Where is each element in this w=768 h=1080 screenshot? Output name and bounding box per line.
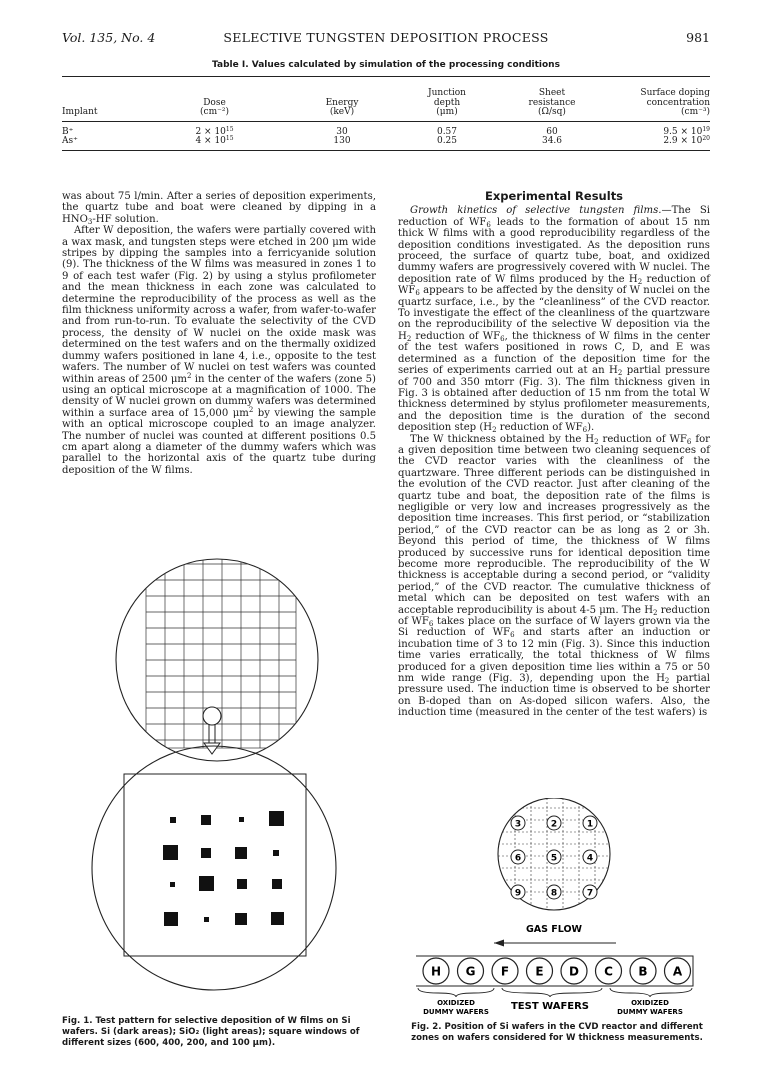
right-column-text: [398, 191, 710, 719]
figure-1-caption: Fig. 1. Test pattern for selective deposition of W films on Si wafers. Si (dark areas); SiO₂ (light areas); square windows of different sizes (600, 400, 200, and 100 μm).: [62, 1016, 360, 1048]
table-caption: Table I. Values calculated by simulation of the processing conditions: [212, 60, 560, 70]
th-junction-depth: Junction depth (μm): [428, 88, 466, 117]
zone-label: 9: [514, 888, 522, 899]
zone-marker-6: [511, 850, 525, 864]
wafer-position-A: [665, 958, 691, 984]
cell-energy: 130: [333, 136, 351, 146]
th-dose: Dose (cm⁻²): [200, 97, 229, 117]
center-group-label: TEST WAFERS: [510, 1001, 590, 1012]
zone-label: 5: [550, 853, 558, 864]
th-implant: Implant: [62, 107, 98, 117]
wafer-position-G: [458, 958, 484, 984]
section-heading: Experimental Results: [484, 189, 624, 203]
simulation-table: [62, 76, 710, 151]
wafer-position-label: C: [604, 964, 613, 979]
right-group-brace: [610, 988, 692, 997]
wafer-position-B: [630, 958, 656, 984]
zone-marker-7: [583, 885, 597, 899]
wafer-position-D: [561, 958, 587, 984]
cell-depth: 0.57: [436, 126, 458, 137]
wafer-position-label: H: [430, 964, 442, 979]
left-group-label-line1: OXIDIZED: [437, 999, 475, 1007]
wafer-position-label: B: [638, 964, 648, 979]
right-group-label-line1: OXIDIZED: [631, 999, 669, 1007]
wafer-position-C: [596, 958, 622, 984]
cell-concentration: $9.5 \times 10^{19}$: [663, 125, 710, 137]
cell-resistance: 60: [546, 126, 558, 137]
zone-label: 3: [514, 819, 522, 830]
zone-label: 4: [586, 853, 594, 864]
cell-depth: 0.25: [436, 136, 458, 146]
wafer-position-label: F: [500, 964, 510, 979]
magnified-region-marker: [203, 707, 221, 725]
figure-2-caption: Fig. 2. Position of Si wafers in the CVD reactor and different zones on wafers considered for W thickness measurements.: [411, 1022, 703, 1043]
figure-2-reactor-diagram: [398, 798, 710, 1026]
gas-flow-label: GAS FLOW: [525, 924, 583, 935]
body-paragraph: The W thickness obtained by the $H_2$ reduction of $WF_6$ for a given deposition time between two cleaning sequences of the CVD reactor varies with the cleanliness of the quartzware. Three different periods can be distinguished in the evolution of the CVD reactor. Just after cleaning of the quartz tube and boat, the deposition rate of the films is negligible or very low and increases progressively as the deposition time increases. This first period, or “stabilization period,” of the CVD reactor can be as long as 2 or 3h. Beyond this period of time, the thickness of W films produced by successive runs for identical deposition time become more reproducible. The reproducibility of the W thickness is acceptable during a second period, or “validity period,” of the CVD reactor. The cumulative thickness of metal which can be deposited on test wafers with an acceptable reproducibility is about 4-5 μm. The $H_2$ reduction of $WF_6$ takes place on the surface of W layers grown via the Si reduction of $WF_6$ and starts after an induction or incubation time of 3 to 12 min (Fig. 3). Since this induction time varies erratically, the total thickness of W films produced for a given deposition time lies within a 75 or 50 nm wide range (Fig. 3), depending upon the $H_2$ partial pressure used. The induction time is observed to be shorter on B-doped than on As-doped silicon wafers. Also, the induction time (measured in the center of the test wafers) is: [398, 433, 710, 719]
table-row: [62, 137, 710, 150]
running-title: SELECTIVE TUNGSTEN DEPOSITION PROCESS: [223, 30, 549, 45]
th-energy: Energy (keV): [325, 97, 359, 117]
page-number: 981: [686, 30, 710, 45]
wafer-position-E: [527, 958, 553, 984]
zone-marker-4: [583, 850, 597, 864]
zone-label: 2: [550, 819, 558, 830]
table-row: [62, 121, 710, 137]
cell-dose: $4 \times 10^{15}$: [195, 135, 234, 146]
zone-label: 6: [514, 853, 522, 864]
zone-marker-8: [547, 885, 561, 899]
wafer-position-H: [423, 958, 449, 984]
right-group-label-line2: DUMMY WAFERS: [617, 1008, 683, 1016]
magnify-arrow-icon: [204, 725, 220, 754]
magnified-pattern-diagram: [92, 746, 336, 990]
table-header-row: [62, 77, 710, 122]
zone-marker-9: [511, 885, 525, 899]
journal-volume: Vol. 135, No. 4: [62, 30, 156, 45]
wafer-position-label: D: [569, 964, 579, 979]
zone-marker-5: [547, 850, 561, 864]
cell-implant: B⁺: [62, 126, 74, 137]
wafer-position-label: G: [465, 964, 476, 979]
gas-flow-arrow-icon: [494, 940, 616, 947]
body-paragraph: was about 75 l/min. After a series of deposition experiments, the quartz tube and boat were cleaned by dipping in a $HNO_3-HF$ solution.: [62, 191, 376, 226]
zone-marker-3: [511, 816, 525, 830]
center-group-brace: [502, 988, 602, 997]
left-column-text: [62, 191, 376, 476]
th-sheet-resistance: Sheet resistance (Ω/sq): [528, 88, 576, 117]
zone-label: 8: [550, 888, 558, 899]
left-group-label-line2: DUMMY WAFERS: [423, 1008, 489, 1016]
left-group-brace: [418, 988, 494, 997]
zone-label: 1: [586, 819, 594, 830]
cell-resistance: 34.6: [541, 136, 563, 146]
zone-label: 7: [586, 888, 594, 899]
wafer-grid-diagram: [116, 548, 318, 761]
figure-1-test-pattern: [62, 548, 376, 1010]
cell-energy: 30: [336, 126, 348, 137]
zone-marker-1: [583, 816, 597, 830]
cell-dose: $2 \times 10^{15}$: [195, 125, 234, 137]
body-paragraph: After W deposition, the wafers were partially covered with a wax mask, and tungsten steps were etched in 200 μm wide stripes by dipping the samples into a ferricyanide solution (9). The thickness of the W films was measured in zones 1 to 9 of each test wafer (Fig. 2) by using a stylus profilometer and the mean thickness in each zone was calculated to determine the reproducibility of the process as well as the film thickness uniformity across a wafer, from wafer-to-wafer and from run-to-run. To evaluate the selectivity of the CVD process, the density of W nuclei on the oxide mask was determined on the test wafers and on the thermally oxidized dummy wafers positioned in lane 4, i.e., opposite to the test wafers. The number of W nuclei on test wafers was counted within areas of 2500 $\mu m^2$ in the center of the wafers (zone 5) using an optical microscope at a magnification of 1000. The density of W nuclei grown on dummy wafers was determined within a surface area of 15,000 $\mu m^2$ by viewing the sample with an optical microscope coupled to an image analyzer. The number of nuclei was counted at different positions 0.5 cm apart along a diameter of the dummy wafers which was parallel to the horizontal axis of the quartz tube during deposition of the W films.: [62, 225, 376, 476]
cell-concentration: $2.9 \times 10^{20}$: [663, 135, 710, 146]
zone-marker-2: [547, 816, 561, 830]
wafer-position-label: A: [672, 964, 683, 979]
body-paragraph: Growth kinetics of selective tungsten films.—The Si reduction of $WF_6$ leads to the formation of about 15 nm thick W films with a good reproducibility regardless of the deposition conditions investigated. As the deposition runs proceed, the surface of quartz tube, boat, and oxidized dummy wafers are progressively covered with W nuclei. The deposition rate of W films produced by the $H_2$ reduction of $WF_6$ appears to be affected by the density of W nuclei on the quartz surface, i.e., by the “cleanliness” of the CVD reactor. To investigate the effect of the cleanliness of the quartzware on the reproducibility of the selective W deposition via the $H_2$ reduction of $WF_6$, the thickness of W films in the center of the test wafers positioned in rows C, D, and E was determined as a function of the deposition time for the series of experiments carried out at an $H_2$ partial pressure of 700 and 350 mtorr (Fig. 3). The film thickness given in Fig. 3 is obtained after deduction of 15 nm from the total W thickness determined by stylus profilometer measurements, and the deposition time is the duration of the second deposition step ($H_2$ reduction of $WF_6$).: [398, 205, 711, 435]
th-surface-doping: Surface doping concentration (cm⁻³): [640, 88, 710, 117]
wafer-zone-diagram: [498, 798, 610, 910]
wafer-position-F: [492, 958, 518, 984]
wafer-position-label: E: [535, 964, 544, 979]
running-header: [62, 30, 710, 46]
cell-implant: As⁺: [62, 136, 78, 146]
